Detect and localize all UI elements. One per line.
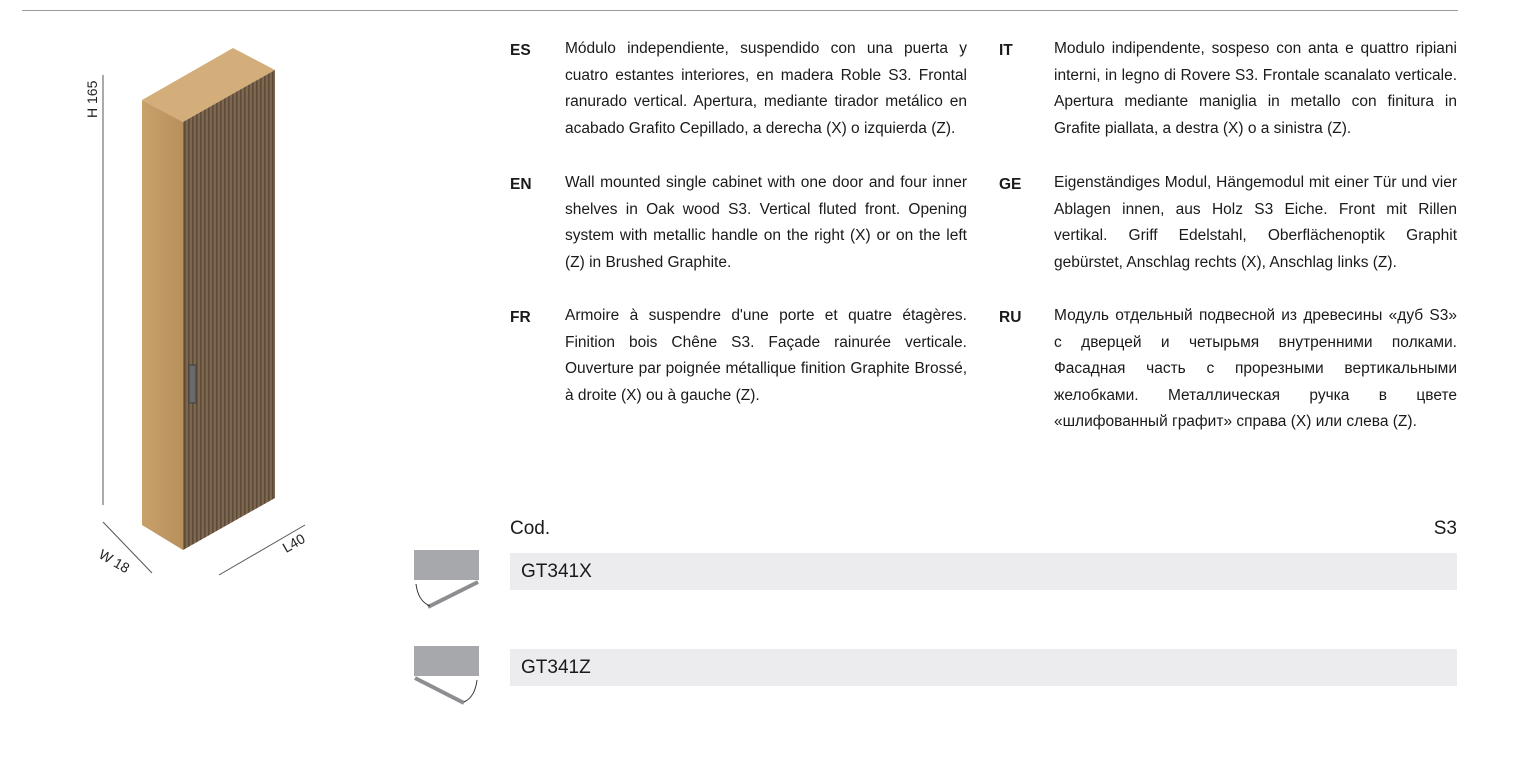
language-code: EN [510, 176, 532, 193]
length-dimension-label: L40 [279, 530, 308, 556]
language-code: RU [999, 309, 1022, 326]
language-code: FR [510, 309, 531, 326]
cabinet-illustration [0, 0, 340, 600]
language-code: IT [999, 42, 1013, 59]
door-left-opening-icon [412, 645, 480, 707]
width-dimension-label: W 18 [96, 545, 133, 577]
table-row [510, 649, 1457, 686]
product-code: GT341X [521, 561, 592, 582]
cabinet-handle [189, 365, 196, 403]
finish-column-header: S3 [1433, 518, 1457, 539]
product-drawing [0, 0, 340, 600]
description-text: Armoire à suspendre d'une porte et quatre étagères. Finition bois Chêne S3. Façade rainurée verticale. Ouverture par poignée métallique finition Graphite Brossé, à droite (X) ou à gauche (Z). [565, 307, 967, 404]
table-row [510, 553, 1457, 590]
description-text: Wall mounted single cabinet with one door and four inner shelves in Oak wood S3. Vertical fluted front. Opening system with metallic handle on the right (X) or on the left (Z) in Brushed Graphite. [565, 174, 967, 271]
door-right-opening-icon [412, 549, 480, 611]
language-code: GE [999, 176, 1022, 193]
description-text: Módulo independiente, suspendido con una puerta y cuatro estantes interiores, en madera Roble S3. Frontal ranurado vertical. Apertura, mediante tirador metálico en acabado Grafito Cepillado, a derecha (X) o izquierda (Z). [565, 40, 967, 137]
description-text: Модуль отдельный подвесной из древесины «дуб S3» с дверцей и четырьмя внутренними полками. Фасадная часть с прорезными вертикальными желобками. Металлическая ручка в цвете «шлифованный графит» справа (X) или слева (Z). [1054, 307, 1457, 430]
code-column-header: Cod. [510, 518, 551, 539]
height-dimension-label: H 165 [84, 80, 100, 118]
product-code: GT341Z [521, 657, 591, 678]
language-code: ES [510, 42, 531, 59]
cabinet-side [142, 100, 183, 550]
description-text: Eigenständiges Modul, Hängemodul mit einer Tür und vier Ablagen innen, aus Holz S3 Eiche. Front mit Rillen vertikal. Griff Edelstahl, Oberflächenoptik Graphit gebürstet, Anschlag rechts (X), Anschlag links (Z). [1054, 174, 1457, 271]
description-text: Modulo indipendente, sospeso con anta e quattro ripiani interni, in legno di Rovere S3. Frontale scanalato verticale. Apertura mediante maniglia in metallo con finitura in Grafite piallata, a destra (X) o a sinistra (Z). [1054, 40, 1457, 137]
